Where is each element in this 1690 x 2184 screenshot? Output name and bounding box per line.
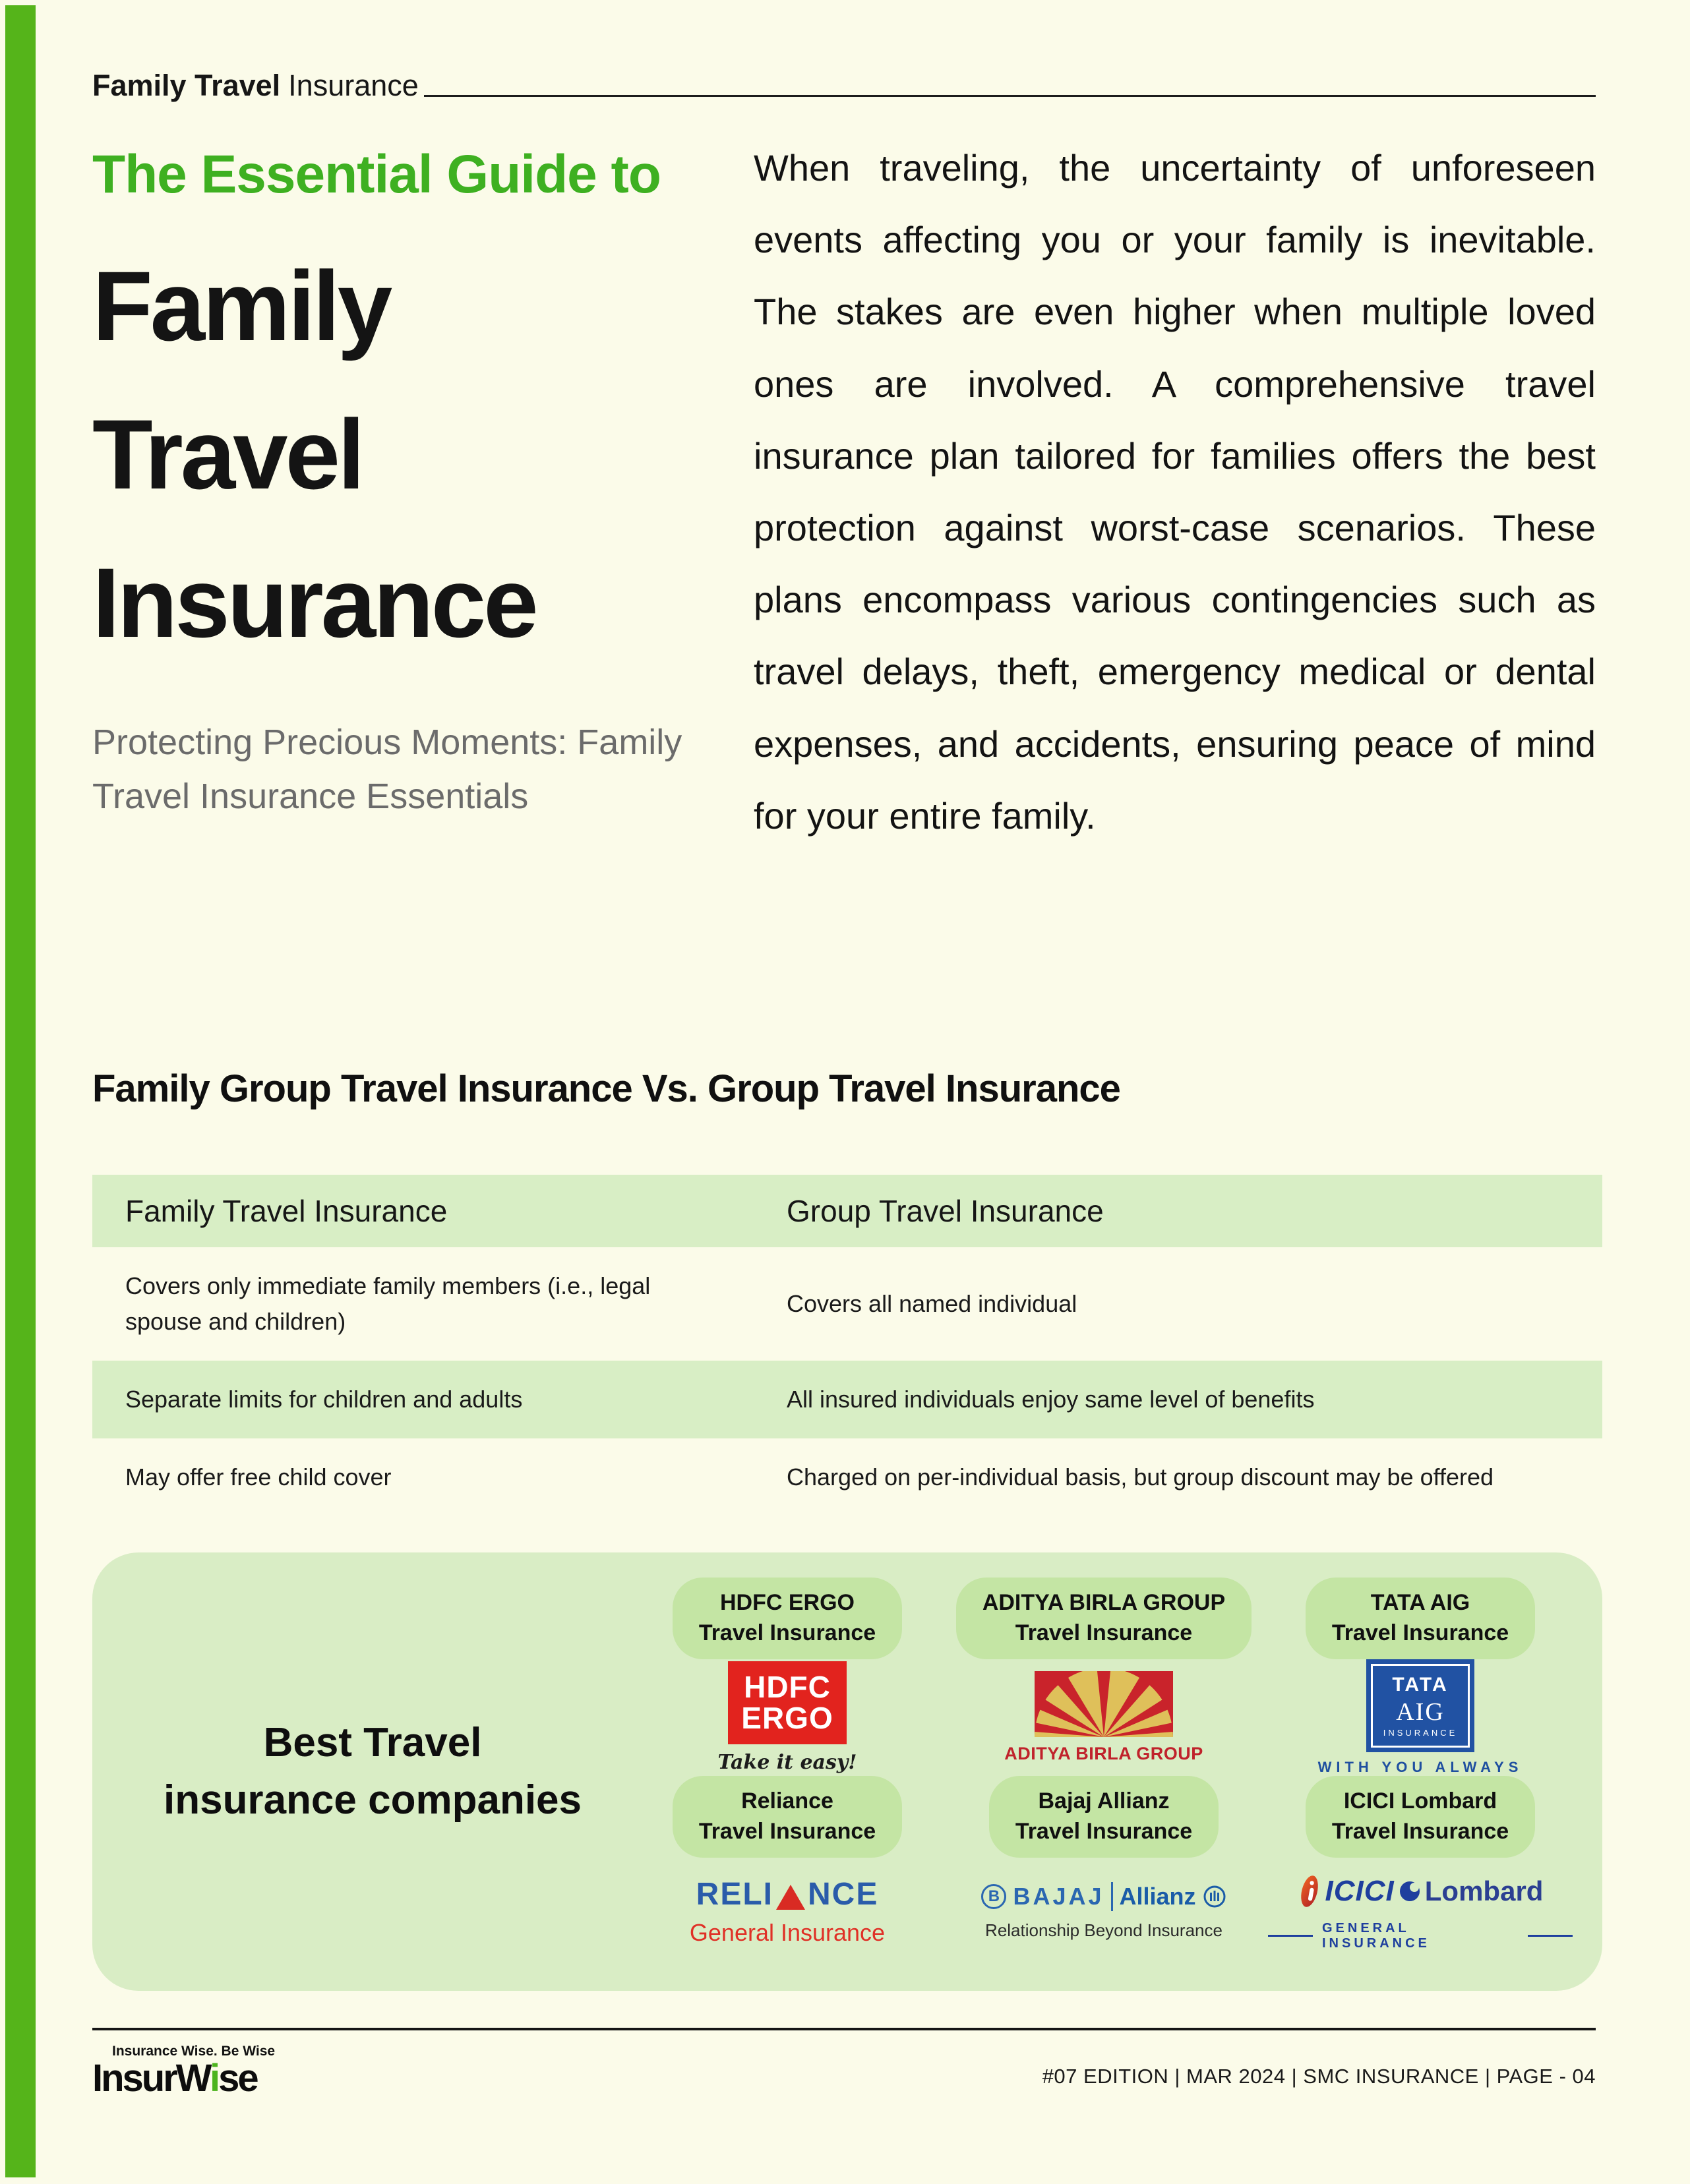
- bajaj-tagline: Relationship Beyond Insurance: [985, 1920, 1222, 1941]
- comparison-table: [92, 1175, 1602, 1516]
- bajaj-b-circle-icon: B: [981, 1884, 1006, 1909]
- allianz-wordmark: Allianz: [1119, 1883, 1196, 1910]
- icici-dash-left: [1268, 1935, 1313, 1937]
- table-header-row: [92, 1175, 1602, 1247]
- company-label-line1: HDFC ERGO: [720, 1590, 855, 1615]
- company-label-tata: [1306, 1578, 1535, 1659]
- hdfc-ergo-logo-box: [728, 1661, 846, 1744]
- insurwise-wordmark: [92, 2059, 275, 2098]
- insurwise-wordmark-green-i: i: [210, 2057, 219, 2100]
- reliance-tagline: General Insurance: [689, 1919, 886, 1947]
- table-cell: May offer free child cover: [125, 1463, 392, 1490]
- page-title-line1: Family: [92, 251, 390, 361]
- comparison-heading: Family Group Travel Insurance Vs. Group Travel Insurance: [92, 1067, 1120, 1110]
- companies-heading-line2: insurance companies: [163, 1777, 582, 1823]
- footer-edition-info: #07 EDITION | MAR 2024 | SMC INSURANCE | PAGE - 04: [1042, 2065, 1596, 2088]
- hdfc-logo-text: HDFC: [744, 1669, 831, 1704]
- icici-flame-icon: [1298, 1872, 1321, 1910]
- reliance-wordmark-right: NCE: [808, 1877, 879, 1912]
- company-label-line1: ADITYA BIRLA GROUP: [982, 1590, 1226, 1615]
- companies-heading-line1: Best Travel: [263, 1719, 482, 1765]
- company-bajaj-allianz: [951, 1776, 1256, 1966]
- running-header-title-regular: Insurance: [288, 69, 419, 102]
- tata-logo-text: TATA: [1392, 1673, 1449, 1696]
- page-title-line3: Insurance: [92, 547, 536, 658]
- reliance-triangle-icon: [776, 1885, 805, 1910]
- page-title: [92, 232, 745, 677]
- company-label-line2: Travel Insurance: [1015, 1818, 1193, 1844]
- table-cell: Charged on per-individual basis, but group discount may be offered: [787, 1463, 1494, 1490]
- insurwise-wordmark-part3: se: [218, 2057, 257, 2100]
- aditya-birla-sunburst-icon: [1035, 1671, 1173, 1737]
- table-row: [92, 1361, 1602, 1438]
- company-icici-lombard: [1268, 1776, 1573, 1966]
- aditya-birla-logo: [1004, 1659, 1203, 1776]
- icici-lombard-logo: [1268, 1858, 1573, 1966]
- insurwise-wordmark-part1: InsurW: [92, 2057, 210, 2100]
- lombard-wordmark: Lombard: [1424, 1875, 1544, 1906]
- company-label-hdfc: [673, 1578, 902, 1659]
- icici-tagline: GENERAL INSURANCE: [1321, 1920, 1430, 1951]
- hdfc-tagline: Take it easy!: [717, 1750, 857, 1774]
- bajaj-divider: [1111, 1882, 1113, 1911]
- company-label-icici: [1306, 1776, 1535, 1858]
- table-cell: Separate limits for children and adults: [125, 1386, 523, 1413]
- aig-logo-text: AIG: [1396, 1697, 1445, 1726]
- tata-aig-logo: [1318, 1659, 1523, 1776]
- column-header-family: Family Travel Insurance: [125, 1194, 448, 1228]
- company-label-line2: Travel Insurance: [698, 1620, 876, 1645]
- hdfc-ergo-logo: [718, 1659, 857, 1776]
- company-label-line1: Reliance: [741, 1788, 833, 1814]
- icici-swirl-icon: [1399, 1880, 1421, 1903]
- tata-aig-logo-inner: [1371, 1664, 1470, 1748]
- running-header: [92, 69, 1596, 103]
- company-reliance: [635, 1776, 940, 1966]
- company-label-reliance: [673, 1776, 902, 1858]
- company-label-line1: Bajaj Allianz: [1038, 1788, 1170, 1814]
- insurance-logo-text: INSURANCE: [1383, 1727, 1458, 1738]
- icici-tagline-row: [1268, 1921, 1573, 1951]
- kicker: The Essential Guide to: [92, 144, 661, 204]
- reliance-wordmark: [696, 1876, 879, 1912]
- table-row: [92, 1438, 1602, 1516]
- aditya-birla-wordmark: ADITYA BIRLA GROUP: [1004, 1743, 1203, 1763]
- companies-card: [92, 1552, 1602, 1991]
- allianz-eagle-icon: [1203, 1885, 1226, 1908]
- bajaj-allianz-wordmark: [981, 1882, 1226, 1911]
- bajaj-wordmark: BAJAJ: [1013, 1883, 1104, 1910]
- running-header-title-bold: Family Travel: [92, 69, 281, 102]
- icici-wordmark: ICICI: [1325, 1874, 1395, 1907]
- page-title-line2: Travel: [92, 399, 363, 510]
- company-label-line2: Travel Insurance: [1015, 1620, 1193, 1645]
- insurwise-logo: [92, 2044, 275, 2098]
- tata-tagline: WITH YOU ALWAYS: [1317, 1758, 1523, 1775]
- reliance-logo: [690, 1858, 885, 1966]
- tata-aig-logo-box: [1366, 1659, 1475, 1752]
- company-hdfc-ergo: [635, 1578, 940, 1776]
- icici-lombard-wordmark: [1298, 1872, 1544, 1910]
- header-rule: [424, 95, 1596, 97]
- company-label-line2: Travel Insurance: [1331, 1620, 1509, 1645]
- table-row: [92, 1247, 1602, 1361]
- company-tata-aig: [1268, 1578, 1573, 1776]
- company-aditya-birla: [951, 1578, 1256, 1776]
- table-cell: All insured individuals enjoy same level of benefits: [787, 1386, 1315, 1413]
- subtitle: Protecting Precious Moments: Family Travel Insurance Essentials: [92, 723, 682, 817]
- table-cell: Covers all named individual: [787, 1290, 1077, 1317]
- ergo-logo-text: ERGO: [741, 1700, 833, 1735]
- company-label-line2: Travel Insurance: [698, 1818, 876, 1844]
- bajaj-allianz-logo: [981, 1858, 1226, 1966]
- insurwise-logo-tagline: Insurance Wise. Be Wise: [112, 2044, 276, 2059]
- hero-left-column: [92, 144, 745, 823]
- company-label-line1: ICICI Lombard: [1343, 1788, 1497, 1814]
- reliance-wordmark-left: RELI: [696, 1877, 773, 1912]
- column-header-group: Group Travel Insurance: [787, 1194, 1104, 1228]
- company-label-line1: TATA AIG: [1370, 1590, 1470, 1615]
- company-label-line2: Travel Insurance: [1331, 1818, 1509, 1844]
- company-label-bajaj: [989, 1776, 1219, 1858]
- intro-paragraph: When traveling, the uncertainty of unforeseen events affecting you or your family is inevitable. The stakes are even higher when multiple loved ones are involved. A comprehensive travel insurance plan tailored for families offers the best protection against worst-case scenarios. These plans encompass various contingencies such as travel delays, theft, emergency medical or dental expenses, and accidents, ensuring peace of mind for your entire family.: [754, 147, 1596, 837]
- table-cell: Covers only immediate family members (i.e., legal spouse and children): [125, 1272, 651, 1335]
- icici-dash-right: [1528, 1935, 1573, 1937]
- left-accent-bar: [5, 5, 36, 2177]
- company-label-aditya: [956, 1578, 1252, 1659]
- companies-heading: [122, 1715, 623, 1829]
- footer-rule: [92, 2028, 1596, 2030]
